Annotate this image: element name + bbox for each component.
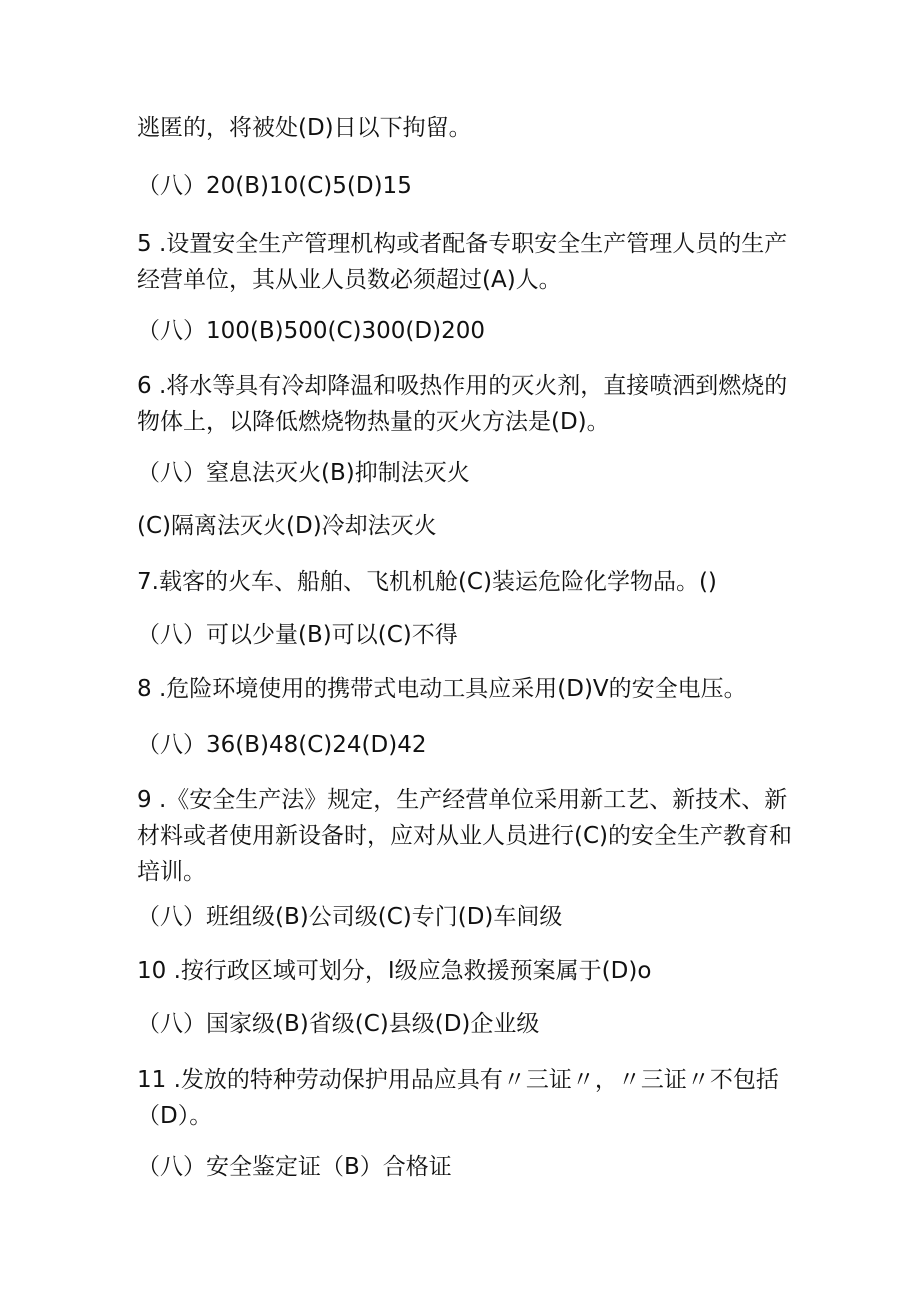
question-11: 11 .发放的特种劳动保护用品应具有〃三证〃，〃三证〃不包括（D）。 xyxy=(137,1067,779,1129)
answer-options: （八）100(B)500(C)300(D)200 xyxy=(137,318,485,344)
answer-options: （八）20(B)10(C)5(D)15 xyxy=(137,173,412,199)
answer-options: （八）安全鉴定证（B）合格证 xyxy=(137,1154,452,1180)
question-6: 6 .将水等具有冷却降温和吸热作用的灭火剂，直接喷洒到燃烧的物体上，以降低燃烧物热量的灭火方法是(D)。 xyxy=(137,373,788,435)
answer-options: （八）国家级(B)省级(C)县级(D)企业级 xyxy=(137,1011,540,1037)
answer-options: （八）班组级(B)公司级(C)专门(D)车间级 xyxy=(137,904,563,930)
question-9: 9 .《安全生产法》规定，生产经营单位采用新工艺、新技术、新材料或者使用新设备时，应对从业人员进行(C)的安全生产教育和培训。 xyxy=(137,787,793,885)
question-5: 5 .设置安全生产管理机构或者配备专职安全生产管理人员的生产经营单位，其从业人员数必须超过(A)人。 xyxy=(137,231,788,293)
question-7: 7.载客的火车、船舶、飞机机舱(C)装运危险化学物品。() xyxy=(137,569,717,595)
answer-options: （八）36(B)48(C)24(D)42 xyxy=(137,732,427,758)
text-line: 逃匿的，将被处(D)日以下拘留。 xyxy=(137,115,472,141)
answer-options: （八）可以少量(B)可以(C)不得 xyxy=(137,622,458,648)
question-8: 8 .危险环境使用的携带式电动工具应采用(D)V的安全电压。 xyxy=(137,676,747,702)
answer-options: （八）窒息法灭火(B)抑制法灭火 xyxy=(137,460,470,486)
answer-options: (C)隔离法灭火(D)冷却法灭火 xyxy=(137,513,437,539)
question-10: 10 .按行政区域可划分，I级应急救援预案属于(D)o xyxy=(137,958,652,984)
